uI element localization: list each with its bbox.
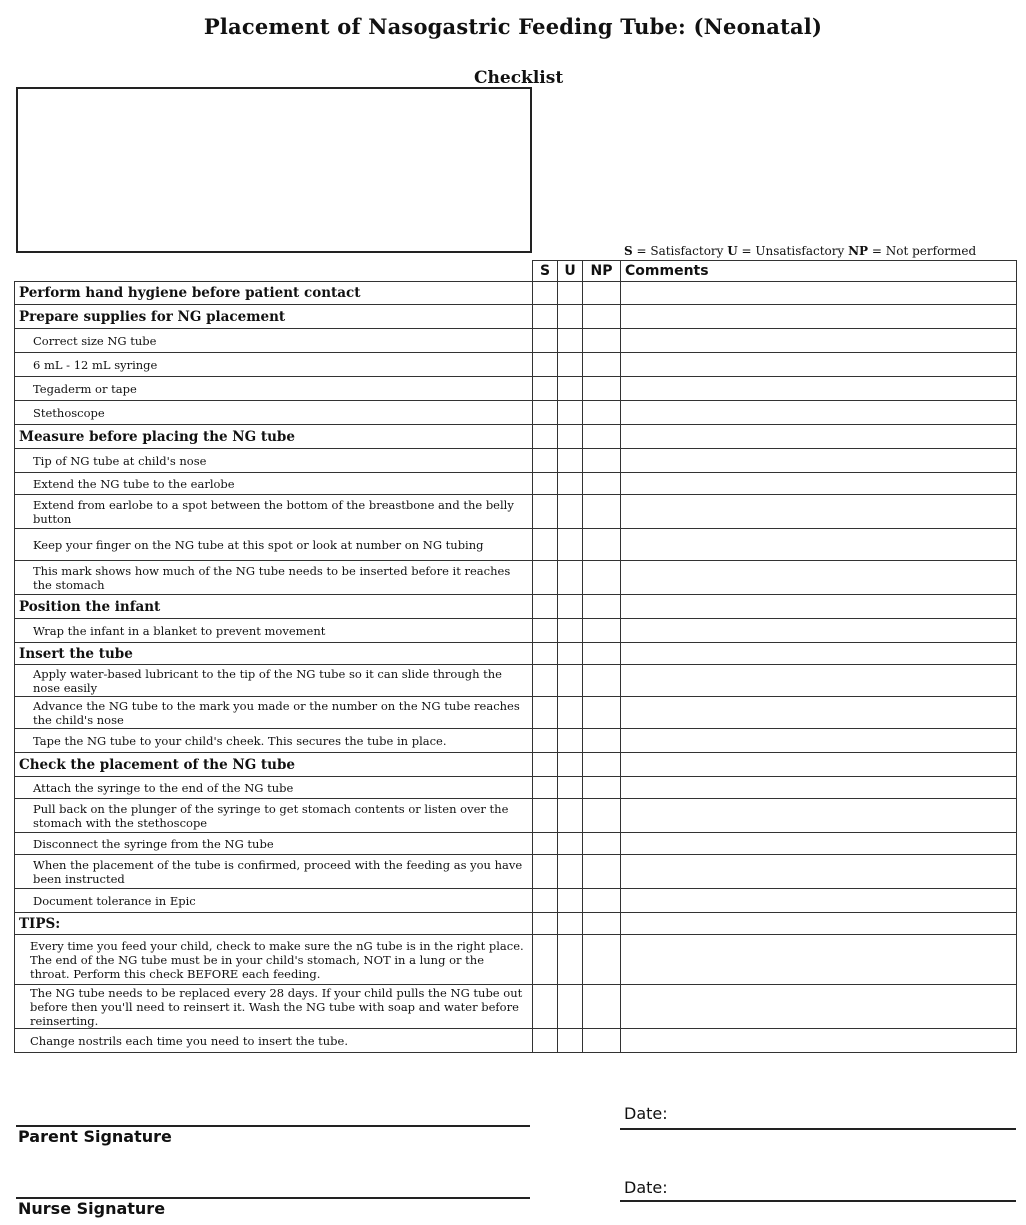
s-checkbox-cell[interactable] — [533, 353, 558, 377]
u-checkbox-cell[interactable] — [558, 1029, 583, 1053]
legend-np-text: = Not performed — [868, 244, 977, 258]
comments-cell[interactable] — [621, 377, 1017, 401]
np-checkbox-cell[interactable] — [583, 665, 621, 697]
nurse-date-label: Date: — [624, 1178, 668, 1197]
s-checkbox-cell[interactable] — [533, 449, 558, 473]
header-comments: Comments — [621, 261, 1017, 282]
u-checkbox-cell[interactable] — [558, 282, 583, 305]
checklist-section-row — [15, 643, 1017, 665]
checklist-section-row — [15, 913, 1017, 935]
comments-cell[interactable] — [621, 595, 1017, 619]
checklist-item-row — [15, 561, 1017, 595]
comments-cell[interactable] — [621, 619, 1017, 643]
s-checkbox-cell[interactable] — [533, 833, 558, 855]
np-checkbox-cell[interactable] — [583, 353, 621, 377]
parent-signature-label: Parent Signature — [18, 1127, 172, 1146]
comments-cell[interactable] — [621, 473, 1017, 495]
np-checkbox-cell[interactable] — [583, 561, 621, 595]
checklist-item-text: When the placement of the tube is confirmed, proceed with the feeding as you have been instructed — [15, 855, 533, 889]
comments-cell[interactable] — [621, 495, 1017, 529]
np-checkbox-cell[interactable] — [583, 595, 621, 619]
header-s: S — [533, 261, 558, 282]
comments-cell[interactable] — [621, 913, 1017, 935]
np-checkbox-cell[interactable] — [583, 305, 621, 329]
document-title: Placement of Nasogastric Feeding Tube: (Neonatal) — [203, 14, 823, 39]
checklist-item-text: Apply water-based lubricant to the tip of the NG tube so it can slide through the nose easily — [15, 665, 533, 697]
np-checkbox-cell[interactable] — [583, 282, 621, 305]
np-checkbox-cell[interactable] — [583, 643, 621, 665]
checklist-item-row — [15, 529, 1017, 561]
checklist-item-row — [15, 889, 1017, 913]
legend-np-key: NP — [848, 244, 869, 258]
s-checkbox-cell[interactable] — [533, 697, 558, 729]
comments-cell[interactable] — [621, 449, 1017, 473]
checklist-item-text: Disconnect the syringe from the NG tube — [15, 833, 533, 855]
np-checkbox-cell[interactable] — [583, 833, 621, 855]
checklist-item-row — [15, 729, 1017, 753]
section-heading: Check the placement of the NG tube — [15, 753, 533, 777]
legend-s-text: = Satisfactory — [632, 244, 728, 258]
u-checkbox-cell[interactable] — [558, 665, 583, 697]
u-checkbox-cell[interactable] — [558, 401, 583, 425]
checklist-table — [14, 260, 1017, 1053]
checklist-item-row — [15, 449, 1017, 473]
checklist-item-row — [15, 495, 1017, 529]
checklist-item-text: Extend from earlobe to a spot between the bottom of the breastbone and the belly button — [15, 495, 533, 529]
comments-cell[interactable] — [621, 305, 1017, 329]
checklist-item-text: The NG tube needs to be replaced every 28 days. If your child pulls the NG tube out before then you'll need to reinsert it. Wash the NG tube with soap and water before reinserting. — [15, 985, 533, 1029]
checklist-item-row — [15, 697, 1017, 729]
section-heading: TIPS: — [15, 913, 533, 935]
checklist-item-text: Stethoscope — [15, 401, 533, 425]
u-checkbox-cell[interactable] — [558, 935, 583, 985]
u-checkbox-cell[interactable] — [558, 753, 583, 777]
s-checkbox-cell[interactable] — [533, 855, 558, 889]
checklist-item-text: Tape the NG tube to your child's cheek. This secures the tube in place. — [15, 729, 533, 753]
header-np: NP — [583, 261, 621, 282]
s-checkbox-cell[interactable] — [533, 473, 558, 495]
u-checkbox-cell[interactable] — [558, 353, 583, 377]
u-checkbox-cell[interactable] — [558, 529, 583, 561]
comments-cell[interactable] — [621, 425, 1017, 449]
checklist-item-text: Document tolerance in Epic — [15, 889, 533, 913]
table-header-row — [15, 261, 1017, 282]
np-checkbox-cell[interactable] — [583, 473, 621, 495]
np-checkbox-cell[interactable] — [583, 401, 621, 425]
u-checkbox-cell[interactable] — [558, 473, 583, 495]
u-checkbox-cell[interactable] — [558, 889, 583, 913]
comments-cell[interactable] — [621, 889, 1017, 913]
u-checkbox-cell[interactable] — [558, 913, 583, 935]
np-checkbox-cell[interactable] — [583, 913, 621, 935]
comments-cell[interactable] — [621, 665, 1017, 697]
checklist-item-text: Tegaderm or tape — [15, 377, 533, 401]
s-checkbox-cell[interactable] — [533, 799, 558, 833]
legend-u-text: = Unsatisfactory — [737, 244, 849, 258]
section-heading: Perform hand hygiene before patient contact — [15, 282, 533, 305]
nurse-date-line[interactable] — [620, 1200, 1016, 1202]
comments-cell[interactable] — [621, 855, 1017, 889]
s-checkbox-cell[interactable] — [533, 935, 558, 985]
u-checkbox-cell[interactable] — [558, 729, 583, 753]
comments-cell[interactable] — [621, 935, 1017, 985]
checklist-item-row — [15, 935, 1017, 985]
checklist-item-text: Extend the NG tube to the earlobe — [15, 473, 533, 495]
u-checkbox-cell[interactable] — [558, 619, 583, 643]
checklist-item-row — [15, 985, 1017, 1029]
u-checkbox-cell[interactable] — [558, 495, 583, 529]
checklist-item-row — [15, 777, 1017, 799]
checklist-item-text: Advance the NG tube to the mark you made or the number on the NG tube reaches the child's nose — [15, 697, 533, 729]
np-checkbox-cell[interactable] — [583, 697, 621, 729]
np-checkbox-cell[interactable] — [583, 529, 621, 561]
np-checkbox-cell[interactable] — [583, 889, 621, 913]
s-checkbox-cell[interactable] — [533, 619, 558, 643]
np-checkbox-cell[interactable] — [583, 449, 621, 473]
s-checkbox-cell[interactable] — [533, 401, 558, 425]
patient-label-box — [16, 87, 532, 253]
checklist-item-row — [15, 619, 1017, 643]
header-u: U — [558, 261, 583, 282]
comments-cell[interactable] — [621, 799, 1017, 833]
checklist-item-row — [15, 855, 1017, 889]
s-checkbox-cell[interactable] — [533, 425, 558, 449]
u-checkbox-cell[interactable] — [558, 799, 583, 833]
s-checkbox-cell[interactable] — [533, 777, 558, 799]
s-checkbox-cell[interactable] — [533, 282, 558, 305]
s-checkbox-cell[interactable] — [533, 377, 558, 401]
np-checkbox-cell[interactable] — [583, 619, 621, 643]
checklist-item-row — [15, 799, 1017, 833]
comments-cell[interactable] — [621, 777, 1017, 799]
np-checkbox-cell[interactable] — [583, 377, 621, 401]
u-checkbox-cell[interactable] — [558, 449, 583, 473]
s-checkbox-cell[interactable] — [533, 305, 558, 329]
u-checkbox-cell[interactable] — [558, 329, 583, 353]
checklist-section-row — [15, 305, 1017, 329]
comments-cell[interactable] — [621, 753, 1017, 777]
checklist-section-row — [15, 595, 1017, 619]
s-checkbox-cell[interactable] — [533, 1029, 558, 1053]
u-checkbox-cell[interactable] — [558, 855, 583, 889]
np-checkbox-cell[interactable] — [583, 1029, 621, 1053]
comments-cell[interactable] — [621, 329, 1017, 353]
comments-cell[interactable] — [621, 529, 1017, 561]
np-checkbox-cell[interactable] — [583, 985, 621, 1029]
checklist-item-row — [15, 473, 1017, 495]
s-checkbox-cell[interactable] — [533, 529, 558, 561]
checklist-item-text: 6 mL - 12 mL syringe — [15, 353, 533, 377]
checklist-section-row — [15, 282, 1017, 305]
checklist-item-text: Tip of NG tube at child's nose — [15, 449, 533, 473]
checklist-item-row — [15, 1029, 1017, 1053]
s-checkbox-cell[interactable] — [533, 329, 558, 353]
comments-cell[interactable] — [621, 282, 1017, 305]
comments-cell[interactable] — [621, 561, 1017, 595]
np-checkbox-cell[interactable] — [583, 935, 621, 985]
checklist-item-row — [15, 377, 1017, 401]
checklist-item-row — [15, 329, 1017, 353]
checklist-item-row — [15, 401, 1017, 425]
s-checkbox-cell[interactable] — [533, 889, 558, 913]
comments-cell[interactable] — [621, 401, 1017, 425]
comments-cell[interactable] — [621, 833, 1017, 855]
s-checkbox-cell[interactable] — [533, 913, 558, 935]
section-heading: Insert the tube — [15, 643, 533, 665]
u-checkbox-cell[interactable] — [558, 595, 583, 619]
np-checkbox-cell[interactable] — [583, 855, 621, 889]
checklist-section-row — [15, 425, 1017, 449]
checklist-item-text: Change nostrils each time you need to insert the tube. — [15, 1029, 533, 1053]
checklist-item-text: Correct size NG tube — [15, 329, 533, 353]
comments-cell[interactable] — [621, 729, 1017, 753]
u-checkbox-cell[interactable] — [558, 425, 583, 449]
u-checkbox-cell[interactable] — [558, 985, 583, 1029]
comments-cell[interactable] — [621, 985, 1017, 1029]
s-checkbox-cell[interactable] — [533, 729, 558, 753]
checklist-body — [15, 282, 1017, 1053]
section-heading: Measure before placing the NG tube — [15, 425, 533, 449]
checklist-item-row — [15, 665, 1017, 697]
checklist-item-text: Pull back on the plunger of the syringe to get stomach contents or listen over the stomach with the stethoscope — [15, 799, 533, 833]
section-heading: Position the infant — [15, 595, 533, 619]
np-checkbox-cell[interactable] — [583, 753, 621, 777]
checklist-item-text: Every time you feed your child, check to make sure the nG tube is in the right place. The end of the NG tube must be in your child's stomach, NOT in a lung or the throat. Perform this check BEFORE each feeding. — [15, 935, 533, 985]
nurse-signature-label: Nurse Signature — [18, 1199, 166, 1218]
comments-cell[interactable] — [621, 643, 1017, 665]
u-checkbox-cell[interactable] — [558, 643, 583, 665]
comments-cell[interactable] — [621, 1029, 1017, 1053]
s-checkbox-cell[interactable] — [533, 985, 558, 1029]
parent-date-label: Date: — [624, 1104, 668, 1123]
s-checkbox-cell[interactable] — [533, 561, 558, 595]
u-checkbox-cell[interactable] — [558, 305, 583, 329]
np-checkbox-cell[interactable] — [583, 799, 621, 833]
checklist-heading: Checklist — [474, 68, 564, 88]
u-checkbox-cell[interactable] — [558, 833, 583, 855]
comments-cell[interactable] — [621, 697, 1017, 729]
checklist-item-text: Wrap the infant in a blanket to prevent movement — [15, 619, 533, 643]
checklist-item-row — [15, 833, 1017, 855]
np-checkbox-cell[interactable] — [583, 777, 621, 799]
legend-s-key: S — [624, 244, 633, 258]
np-checkbox-cell[interactable] — [583, 495, 621, 529]
s-checkbox-cell[interactable] — [533, 595, 558, 619]
checklist-item-row — [15, 353, 1017, 377]
checklist-section-row — [15, 753, 1017, 777]
u-checkbox-cell[interactable] — [558, 561, 583, 595]
parent-date-line[interactable] — [620, 1128, 1016, 1130]
section-heading: Prepare supplies for NG placement — [15, 305, 533, 329]
np-checkbox-cell[interactable] — [583, 425, 621, 449]
s-checkbox-cell[interactable] — [533, 495, 558, 529]
np-checkbox-cell[interactable] — [583, 729, 621, 753]
s-checkbox-cell[interactable] — [533, 665, 558, 697]
np-checkbox-cell[interactable] — [583, 329, 621, 353]
s-checkbox-cell[interactable] — [533, 643, 558, 665]
header-blank-cell — [15, 261, 533, 282]
legend-u-key: U — [727, 244, 738, 258]
comments-cell[interactable] — [621, 353, 1017, 377]
checklist-item-text: Attach the syringe to the end of the NG tube — [15, 777, 533, 799]
checklist-item-text: Keep your finger on the NG tube at this spot or look at number on NG tubing — [15, 529, 533, 561]
rating-legend — [624, 244, 976, 258]
u-checkbox-cell[interactable] — [558, 377, 583, 401]
u-checkbox-cell[interactable] — [558, 777, 583, 799]
u-checkbox-cell[interactable] — [558, 697, 583, 729]
checklist-item-text: This mark shows how much of the NG tube needs to be inserted before it reaches the stomach — [15, 561, 533, 595]
s-checkbox-cell[interactable] — [533, 753, 558, 777]
